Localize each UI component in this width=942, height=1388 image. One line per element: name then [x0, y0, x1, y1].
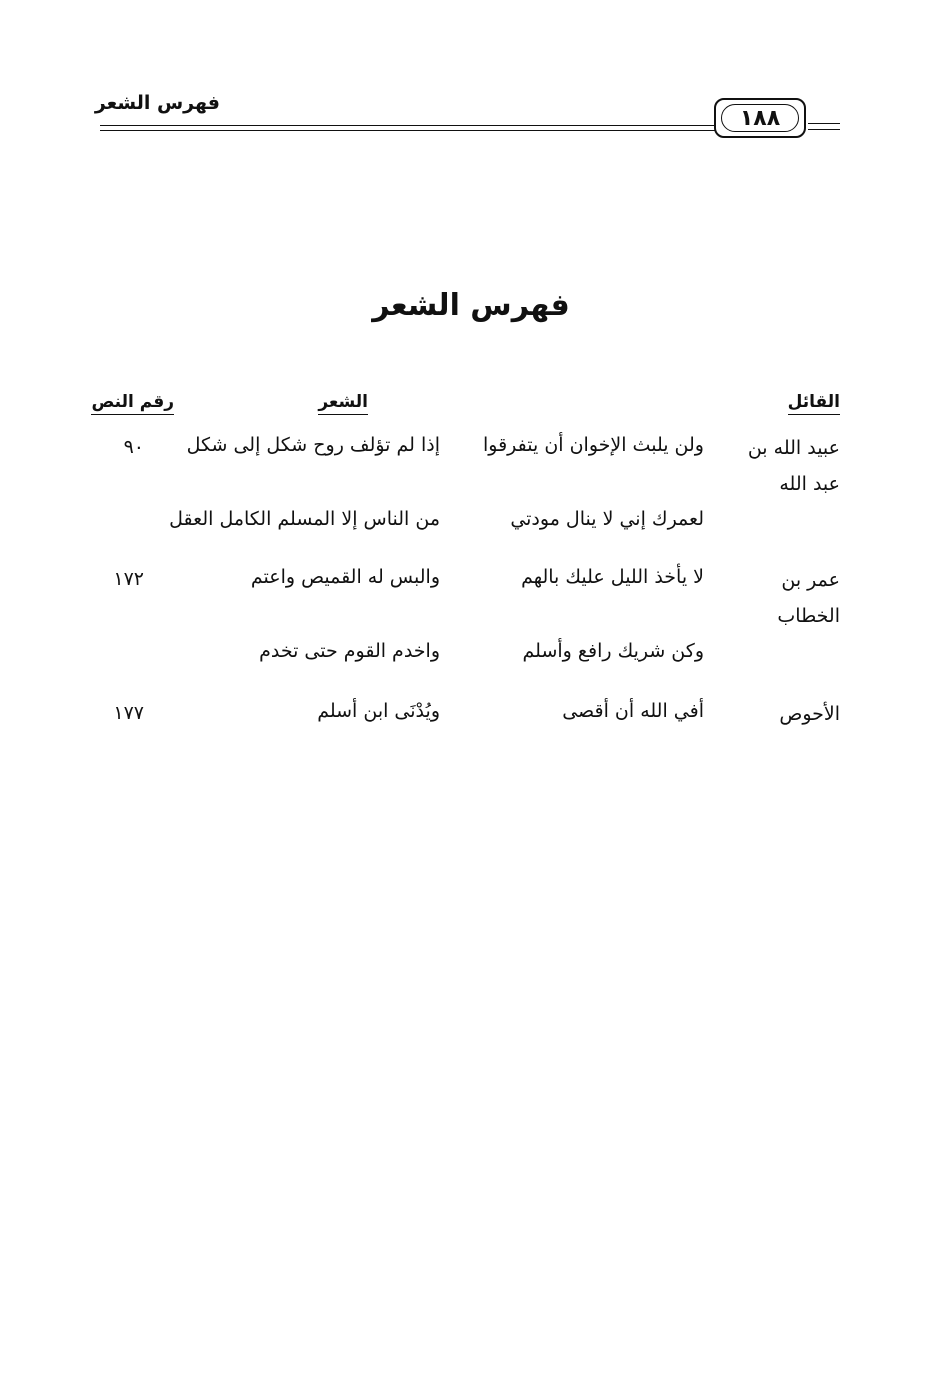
hemistich-second: من الناس إلا المسلم الكامل العقل — [169, 508, 440, 530]
column-header-poem: الشعر — [318, 392, 368, 415]
hemistich-first: وكن شريك رافع وأسلم — [522, 640, 704, 662]
hemistich-second: إذا لم تؤلف روح شكل إلى شكل — [186, 434, 440, 456]
hemistich-first: ولن يلبث الإخوان أن يتفرقوا — [483, 434, 704, 456]
page-title: فهرس الشعر — [372, 288, 570, 323]
hemistich-first: لا يأخذ الليل عليك بالهم — [521, 566, 704, 588]
poet-name: عبيد الله بن عبد الله — [747, 437, 840, 495]
index-entry — [0, 566, 942, 702]
hemistich-second: ويُدْنَى ابن أسلم — [317, 700, 440, 722]
page-number-frame-inner — [721, 104, 799, 132]
header-rule — [808, 129, 840, 130]
header-rule — [808, 123, 840, 124]
page-number-frame — [714, 98, 806, 138]
index-entry — [0, 702, 942, 762]
text-number: ١٧٧ — [113, 702, 144, 724]
column-header-text-number: رقم النص — [91, 392, 174, 415]
index-entry — [0, 430, 942, 566]
header-rule — [100, 125, 716, 126]
hemistich-second: والبس له القميص واعتم — [250, 566, 440, 588]
poetry-index-list — [0, 430, 942, 762]
hemistich-second: واخدم القوم حتى تخدم — [259, 640, 440, 662]
text-number: ٩٠ — [123, 436, 144, 458]
running-header-title: فهرس الشعر — [94, 92, 220, 114]
header-rule — [100, 130, 716, 131]
hemistich-first: أفي الله أن أقصى — [562, 700, 704, 722]
column-header-poet: القائل — [788, 392, 840, 415]
hemistich-first: لعمرك إني لا ينال مودتي — [510, 508, 704, 530]
page-number: ١٨٨ — [739, 105, 781, 131]
text-number: ١٧٢ — [113, 568, 144, 590]
poet-name: الأحوص — [779, 703, 840, 725]
poet-name: عمر بن الخطاب — [777, 569, 840, 627]
